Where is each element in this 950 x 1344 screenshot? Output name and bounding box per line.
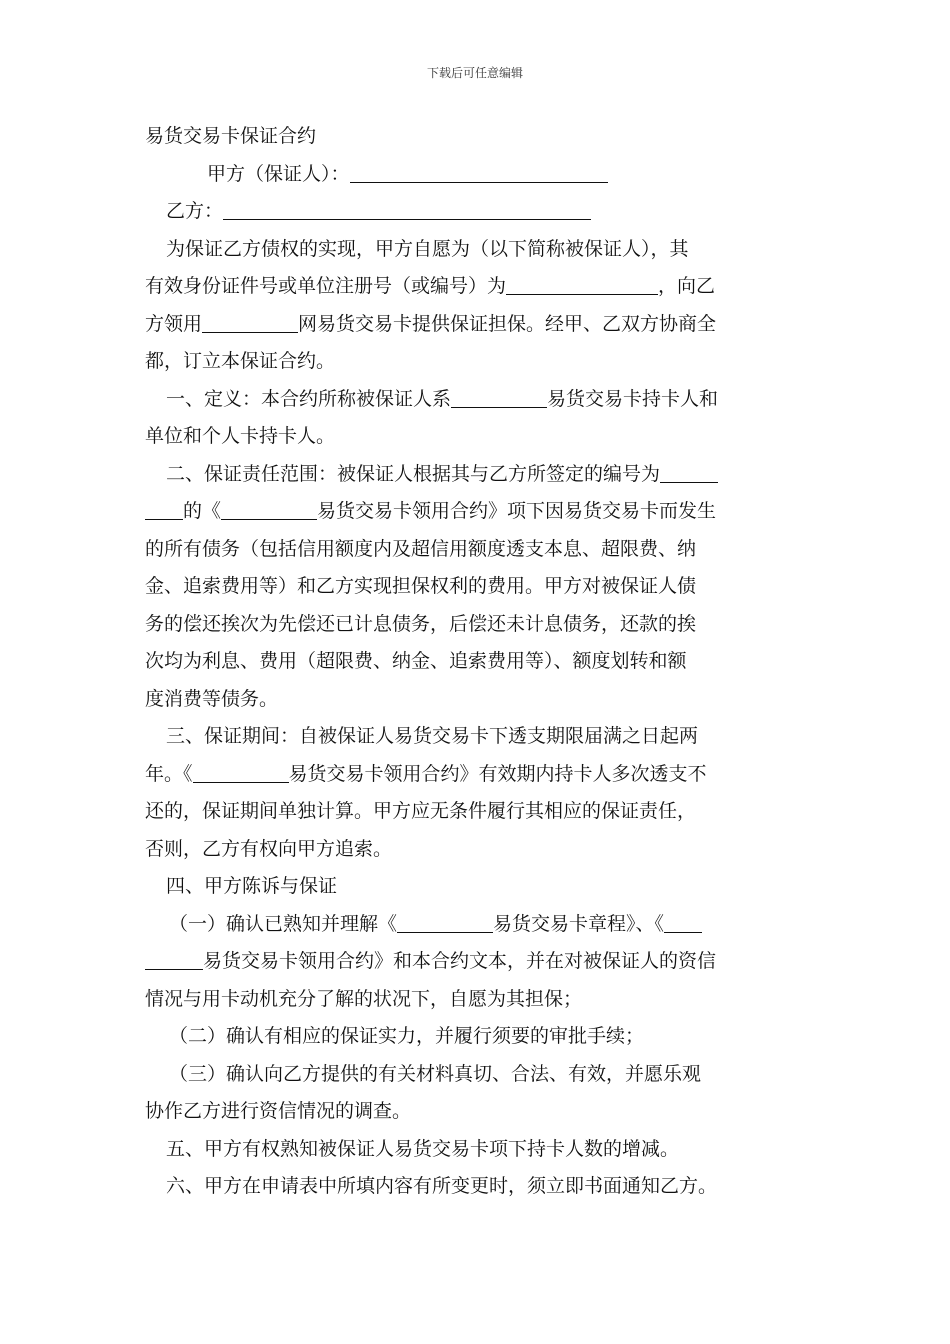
line-text: 单位和个人卡持卡人。 bbox=[145, 425, 336, 447]
contract-line bbox=[145, 568, 825, 606]
line-text: 有效身份证件号或单位注册号（或编号）为 bbox=[145, 275, 507, 297]
line-text: 还的，保证期间单独计算。甲方应无条件履行其相应的保证责任， bbox=[145, 800, 697, 822]
line-text: 易货交易卡领用合约》有效期内持卡人多次透支不 bbox=[288, 762, 707, 785]
contract-line bbox=[145, 756, 825, 794]
line-text: 易货交易卡领用合约》和本合约文本，并在对被保证人的资信 bbox=[203, 950, 717, 972]
blank-fill-line bbox=[451, 385, 547, 408]
line-text: 为保证乙方债权的实现，甲方自愿为（以下简称被保证人），其 bbox=[166, 237, 689, 260]
line-text: 甲方（保证人）： bbox=[207, 162, 350, 185]
contract-line bbox=[145, 193, 825, 231]
contract-line bbox=[145, 456, 825, 494]
contract-line bbox=[145, 718, 825, 756]
line-text: ，向乙 bbox=[658, 275, 716, 297]
line-text: 务的偿还挨次为先偿还已计息债务，后偿还未计息债务，还款的挨 bbox=[145, 612, 697, 635]
contract-line bbox=[145, 943, 825, 981]
contract-line bbox=[145, 981, 825, 1019]
blank-fill-line bbox=[221, 497, 317, 520]
contract-line bbox=[145, 156, 825, 194]
line-text: 网易货交易卡提供保证担保。经甲、乙双方协商全 bbox=[298, 312, 717, 335]
contract-line bbox=[145, 418, 825, 456]
contract-body bbox=[145, 118, 825, 1206]
line-text: 次均为利息、费用（超限费、纳金、追索费用等）、额度划转和额 bbox=[145, 650, 687, 672]
contract-line bbox=[145, 381, 825, 419]
line-text: 乙方： bbox=[166, 200, 224, 222]
line-text: 四、甲方陈诉与保证 bbox=[166, 875, 338, 897]
document-title: 易货交易卡保证合约 bbox=[145, 125, 317, 147]
contract-line bbox=[145, 1093, 825, 1131]
blank-fill-line bbox=[145, 947, 203, 970]
blank-fill-line bbox=[664, 910, 702, 933]
line-text: 协作乙方进行资信情况的调查。 bbox=[145, 1100, 412, 1122]
blank-fill-line bbox=[145, 497, 183, 520]
contract-line bbox=[145, 681, 825, 719]
line-text: 的所有债务（包括信用额度内及超信用额度透支本息、超限费、纳 bbox=[145, 537, 697, 560]
contract-line bbox=[145, 606, 825, 644]
page-header: 下载后可任意编辑 bbox=[426, 66, 523, 80]
contract-line bbox=[145, 1018, 825, 1056]
line-text: 金、追索费用等）和乙方实现担保权利的费用。甲方对被保证人债 bbox=[145, 575, 697, 597]
contract-line bbox=[145, 306, 825, 344]
line-text: 易货交易卡章程》、《 bbox=[493, 912, 665, 935]
blank-fill-line bbox=[660, 460, 718, 483]
blank-fill-line bbox=[223, 197, 591, 220]
blank-fill-line bbox=[350, 160, 608, 183]
line-text: 情况与用卡动机充分了解的状况下，自愿为其担保； bbox=[145, 987, 583, 1010]
line-text: 六、甲方在申请表中所填内容有所变更时，须立即书面通知乙方。 bbox=[166, 1175, 718, 1197]
line-text: 度消费等债务。 bbox=[145, 687, 279, 710]
blank-fill-line bbox=[193, 760, 289, 783]
blank-fill-line bbox=[202, 310, 298, 333]
contract-line bbox=[145, 868, 825, 906]
line-text: 都，订立本保证合约。 bbox=[145, 350, 336, 372]
line-text: 五、甲方有权熟知被保证人易货交易卡项下持卡人数的增减。 bbox=[166, 1137, 680, 1160]
contract-line bbox=[145, 1056, 825, 1094]
contract-line bbox=[145, 1168, 825, 1206]
contract-line bbox=[145, 1131, 825, 1169]
line-text: （一）确认已熟知并理解《 bbox=[169, 912, 398, 935]
contract-line bbox=[145, 268, 825, 306]
line-text: 易货交易卡领用合约》项下因易货交易卡而发生 bbox=[317, 500, 717, 522]
line-text: （二）确认有相应的保证实力，并履行须要的审批手续； bbox=[169, 1025, 645, 1047]
line-text: 三、保证期间：自被保证人易货交易卡下透支期限届满之日起两 bbox=[166, 725, 699, 747]
line-text: 年。《 bbox=[145, 762, 193, 785]
blank-fill-line bbox=[397, 910, 493, 933]
contract-line bbox=[145, 231, 825, 269]
contract-line bbox=[145, 343, 825, 381]
line-text: 一、定义：本合约所称被保证人系 bbox=[166, 387, 452, 410]
line-text: 易货交易卡持卡人和 bbox=[547, 387, 719, 410]
line-text: 二、保证责任范围：被保证人根据其与乙方所签定的编号为 bbox=[166, 462, 661, 485]
line-text: （三）确认向乙方提供的有关材料真切、合法、有效，并愿乐观 bbox=[169, 1062, 702, 1085]
blank-fill-line bbox=[506, 272, 658, 295]
contract-line bbox=[145, 531, 825, 569]
contract-line bbox=[145, 643, 825, 681]
contract-line bbox=[145, 793, 825, 831]
line-text: 否则，乙方有权向甲方追索。 bbox=[145, 837, 393, 860]
line-text: 方领用 bbox=[145, 312, 203, 335]
line-text: 的《 bbox=[183, 500, 222, 522]
contract-line bbox=[145, 831, 825, 869]
contract-line bbox=[145, 493, 825, 531]
contract-line bbox=[145, 906, 825, 944]
